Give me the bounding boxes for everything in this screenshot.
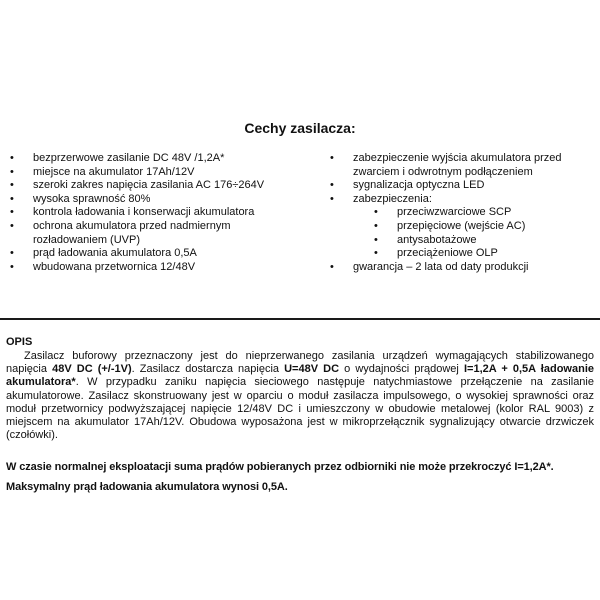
bullet-icon: • [374,233,378,246]
opis-text: Zasilacz buforowy przeznaczony jest do nieprzerwanego zasilania urządzeń wymagających stabilizowanego napięcia 48V DC (+/-1V). Zasilacz dostarcza napięcia U=48V DC o wydajności prądowej I=1,2A + 0,5A ładowanie akumulatora*. W przypadku zaniku napięcia sieciowego następuje natychmiastowe przełączenie na zasilanie akumulatorowe. Zasilacz skonstruowany jest w oparciu o moduł zasilacza impulsowego, o wysokiej sprawności oraz moduł przetwornicy podwyższającej napięcie 12/48V DC i umieszczony w obudowie metalowej (kolor RAL 9003) z miejscem na akumulator 17Ah/12V. Obudowa wyposażona jest w mikroprzełącznik sygnalizujący otwarcie drzwiczek (czołówki). [6,350,594,442]
current-limit-note: W czasie normalnej eksploatacji suma prądów pobieranych przez odbiorniki nie może przekroczyć I=1,2A*. [6,461,554,473]
feature-item: • kontrola ładowania i konserwacji akumulatora [10,206,255,219]
section-divider [0,318,600,320]
feature-item: • zabezpieczenia: [330,192,432,205]
bullet-icon: • [10,247,14,260]
feature-item: • gwarancja – 2 lata od daty produkcji [330,260,529,273]
feature-item: • bezprzerwowe zasilanie DC 48V /1,2A* [10,152,225,164]
feature-item: • miejsce na akumulator 17Ah/12V [10,165,195,178]
bullet-icon: • [10,260,14,273]
feature-item: • wbudowana przetwornica 12/48V [10,260,196,273]
bullet-icon: • [10,206,14,219]
feature-subitem: • przeciwzwarciowe SCP [374,206,512,219]
opis-heading: OPIS [6,336,33,348]
feature-item: • prąd ładowania akumulatora 0,5A [10,247,197,260]
feature-subitem: • antysabotażowe [374,233,477,246]
feature-item: • szeroki zakres napięcia zasilania AC 176÷264V [10,179,265,192]
bullet-icon: • [10,165,14,178]
feature-item: • wysoka sprawność 80% [10,192,151,205]
features-title: Cechy zasilacza: [244,120,356,136]
bullet-icon: • [10,192,14,205]
bullet-icon: • [10,219,14,232]
opis-paragraph [6,350,594,442]
charging-current-note: Maksymalny prąd ładowania akumulatora wynosi 0,5A. [6,481,288,493]
bullet-icon: • [374,219,378,232]
bullet-icon: • [330,152,334,164]
feature-subitem: • przeciążeniowe OLP [374,247,498,260]
bullet-icon: • [374,206,378,219]
bullet-icon: • [330,179,334,192]
features-left-column [10,152,310,274]
bullet-icon: • [10,152,14,164]
feature-item: • sygnalizacja optyczna LED [330,179,485,192]
bullet-icon: • [10,179,14,192]
bullet-icon: • [374,247,378,260]
feature-item: • zabezpieczenie wyjścia akumulatora przed zwarciem i odwrotnym podłączeniem [330,152,562,178]
feature-subitem: • przepięciowe (wejście AC) [374,219,526,232]
bullet-icon: • [330,192,334,205]
features-right-column [330,152,590,274]
feature-item: • ochrona akumulatora przed nadmiernym rozładowaniem (UVP) [10,219,231,246]
bullet-icon: • [330,260,334,273]
